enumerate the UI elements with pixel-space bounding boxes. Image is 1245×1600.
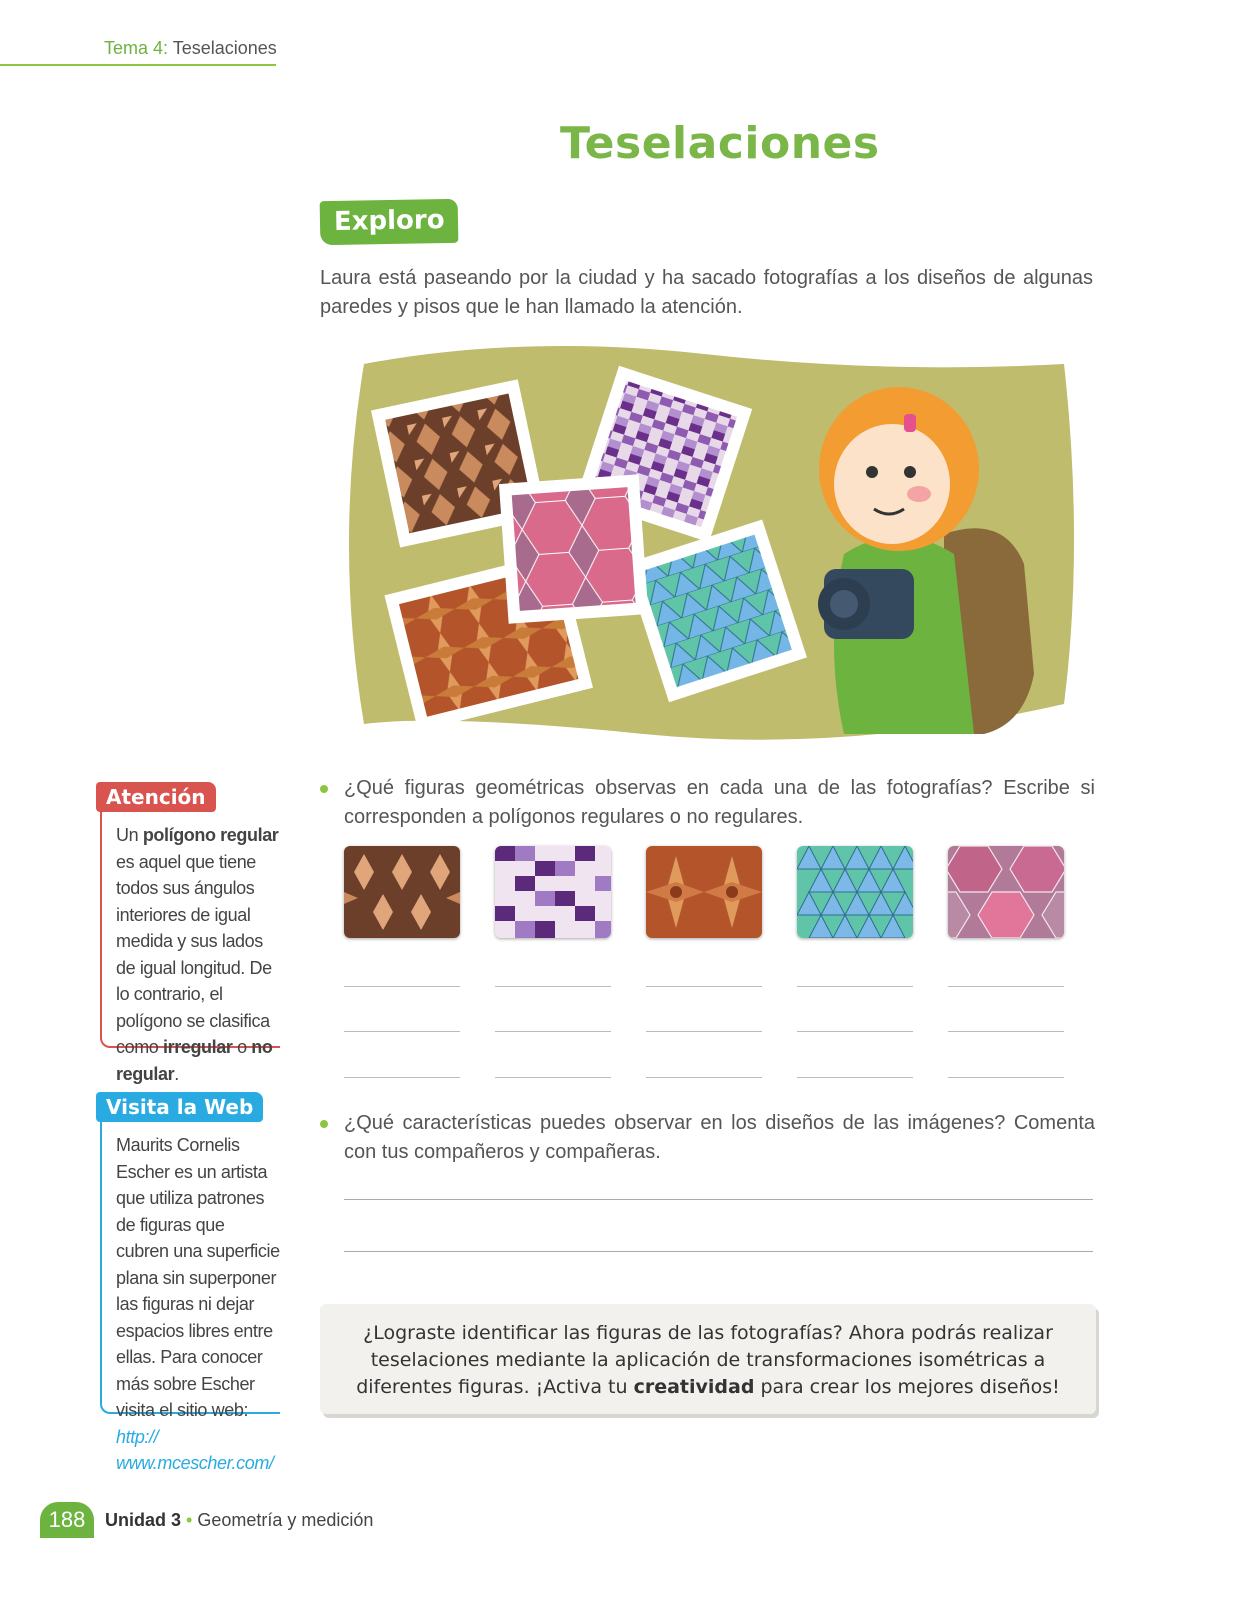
attention-text-3: o <box>232 1037 252 1057</box>
answer-line[interactable] <box>646 1031 762 1032</box>
attention-bold-regular: polígono regular <box>142 825 279 845</box>
callout-text-1: ¿Lograste identificar las figuras de las fotografías? Ahora podrás realizar teselaciones mediante la aplicación de transformaciones isométricas a diferentes figuras. ¡Activa tu <box>356 1322 1053 1398</box>
web-body: Maurits Cornelis Escher es un artista que utiliza patrones de figuras que cubren una superficie plana sin superponer las figuras ni dejar espacios libres entre ellas. Para conocer más sobre Escher visita el sitio web: <box>116 1135 280 1420</box>
attention-text-2: es aquel que tiene todos sus ángulos interiores de igual medida y sus lados de igual longitud. De lo contrario, el polígono se clasifica como <box>116 851 272 1057</box>
tema-label: Tema 4: <box>104 38 169 58</box>
tema-name: Teselaciones <box>168 38 277 58</box>
answer-line[interactable] <box>797 986 913 987</box>
unit-label: Unidad 3 <box>105 1510 182 1530</box>
bullet-dot <box>320 785 328 793</box>
attention-card <box>100 812 280 1084</box>
exploro-tag: Exploro <box>320 199 459 245</box>
laura-photos-illustration <box>344 344 1078 744</box>
orange-star-tiling-icon <box>646 846 762 938</box>
running-header <box>104 38 277 59</box>
answer-line[interactable] <box>948 986 1064 987</box>
answer-line[interactable] <box>495 1031 611 1032</box>
closing-callout <box>320 1304 1096 1414</box>
question-1 <box>320 774 1095 832</box>
question-2 <box>320 1109 1095 1167</box>
bullet-dot <box>320 1120 328 1128</box>
attention-bold-irregular: irregular <box>163 1037 233 1057</box>
attention-text <box>102 812 280 1087</box>
pink-hexagon-tiling-icon <box>948 846 1064 938</box>
brown-star-tiling-icon <box>344 846 460 938</box>
answer-line[interactable] <box>495 1077 611 1078</box>
answer-line[interactable] <box>495 986 611 987</box>
page-number: 188 <box>40 1502 94 1538</box>
attention-text-4: . <box>174 1063 179 1084</box>
footer-separator: • <box>181 1510 198 1530</box>
intro-paragraph: Laura está paseando por la ciudad y ha sacado fotografías a los diseños de algunas paredes y pisos que le han llamado la atención. <box>320 267 1093 318</box>
web-tag: Visita la Web <box>96 1092 263 1122</box>
escher-link[interactable]: http:// www.mcescher.com/ <box>116 1426 274 1473</box>
callout-text-2: para crear los mejores diseños! <box>754 1376 1060 1398</box>
answer-line[interactable] <box>646 986 762 987</box>
answer-line[interactable] <box>948 1077 1064 1078</box>
web-card <box>100 1122 280 1473</box>
blue-triangle-tiling-icon <box>797 846 913 938</box>
answer-line[interactable] <box>797 1077 913 1078</box>
answer-line[interactable] <box>797 1031 913 1032</box>
header-rule <box>0 64 276 66</box>
purple-weave-tiling-icon <box>495 846 611 938</box>
attention-text-1: Un <box>116 825 143 845</box>
answer-line[interactable] <box>344 986 460 987</box>
answer-line-long[interactable] <box>344 1199 1093 1200</box>
section-label: Geometría y medición <box>197 1510 374 1530</box>
answer-line[interactable] <box>948 1031 1064 1032</box>
answer-line[interactable] <box>344 1077 460 1078</box>
answer-line[interactable] <box>646 1077 762 1078</box>
question-1-text: ¿Qué figuras geométricas observas en cada una de las fotografías? Escribe si corresponden a polígonos regulares o no regulares. <box>344 777 1095 828</box>
answer-line[interactable] <box>344 1031 460 1032</box>
answer-line-long[interactable] <box>344 1251 1093 1252</box>
web-text <box>102 1122 280 1477</box>
attention-tag: Atención <box>96 782 216 812</box>
callout-bold: creatividad <box>633 1376 755 1398</box>
question-2-text: ¿Qué características puedes observar en los diseños de las imágenes? Comenta con tus compañeros y compañeras. <box>344 1112 1095 1163</box>
attention-bold-no-regular: no regular <box>116 1037 273 1084</box>
footer-unit <box>105 1510 373 1531</box>
page-title: Teselaciones <box>560 118 880 169</box>
